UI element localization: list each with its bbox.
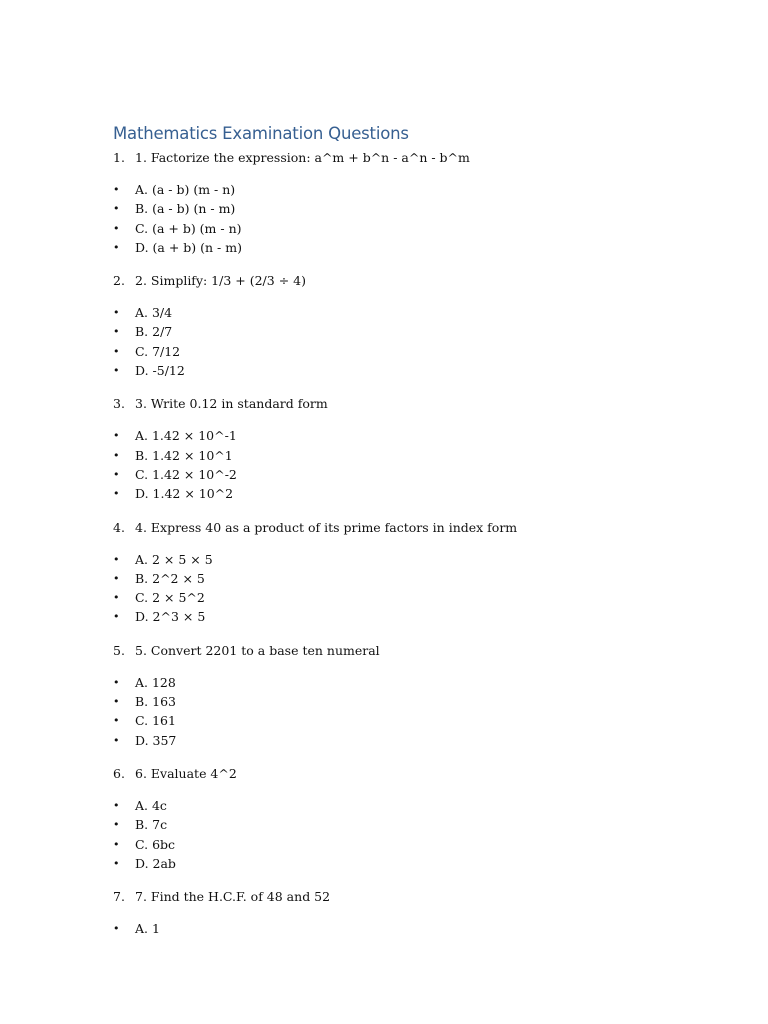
option-text: A. 1 (135, 921, 160, 937)
bullet-icon: • (113, 675, 120, 689)
bullet-icon: • (113, 610, 120, 624)
option-list (113, 168, 768, 257)
bullet-icon: • (113, 695, 120, 709)
option-text: C. 2 × 5^2 (135, 590, 205, 606)
bullet-icon: • (113, 429, 120, 443)
bullet-icon: • (113, 325, 120, 339)
bullet-icon: • (113, 837, 120, 851)
bullet-icon: • (113, 344, 120, 358)
option-item (113, 303, 768, 322)
option-text: A. 2 × 5 × 5 (135, 551, 213, 567)
option-item (113, 569, 768, 588)
bullet-icon: • (113, 202, 120, 216)
option-text: C. 7/12 (135, 343, 181, 359)
bullet-icon: • (113, 448, 120, 462)
option-item (113, 322, 768, 341)
question-text: 1. Factorize the expression: a^m + b^n - a^n - b^m (135, 150, 470, 165)
bullet-icon: • (113, 487, 120, 501)
question-text: 4. Express 40 as a product of its prime factors in index form (135, 519, 518, 535)
option-item (113, 361, 768, 380)
question-text: 7. Find the H.C.F. of 48 and 52 (135, 889, 331, 905)
option-text: B. 2^2 × 5 (135, 570, 205, 586)
question-text: 5. Convert 2201 to a base ten numeral (135, 642, 380, 658)
option-item (113, 854, 768, 873)
question-row (113, 641, 768, 661)
bullet-icon: • (113, 552, 120, 566)
question-number: 7. (113, 889, 125, 905)
option-text: D. 357 (135, 732, 177, 748)
option-item (113, 484, 768, 503)
option-list (113, 291, 768, 380)
option-item (113, 835, 768, 854)
option-text: C. 161 (135, 713, 176, 729)
bullet-icon: • (113, 306, 120, 320)
option-item (113, 673, 768, 692)
option-item (113, 692, 768, 711)
option-text: D. (a + b) (n - m) (135, 239, 242, 255)
question-item (0, 148, 768, 271)
bullet-icon: • (113, 221, 120, 235)
question-item (0, 271, 768, 394)
question-row (113, 764, 768, 784)
option-text: C. (a + b) (m - n) (135, 220, 242, 236)
option-text: A. 4c (135, 797, 167, 813)
bullet-icon: • (113, 714, 120, 728)
bullet-icon: • (113, 818, 120, 832)
option-list (113, 661, 768, 750)
option-item (113, 180, 768, 199)
option-item (113, 815, 768, 834)
question-text: 2. Simplify: 1/3 + (2/3 ÷ 4) (135, 273, 306, 289)
question-row (113, 148, 768, 168)
document-title: Mathematics Examination Questions (113, 124, 409, 143)
question-text: 3. Write 0.12 in standard form (135, 396, 328, 412)
question-row (113, 271, 768, 291)
option-text: B. 7c (135, 817, 168, 833)
option-list (113, 784, 768, 873)
option-list (113, 414, 768, 503)
bullet-icon: • (113, 364, 120, 378)
option-text: C. 6bc (135, 836, 176, 852)
option-text: B. 163 (135, 694, 176, 710)
bullet-icon: • (113, 571, 120, 585)
bullet-icon: • (113, 798, 120, 812)
option-item (113, 919, 768, 938)
question-item (0, 394, 768, 517)
bullet-icon: • (113, 591, 120, 605)
option-text: A. 1.42 × 10^-1 (135, 428, 237, 444)
question-item (0, 641, 768, 764)
option-item (113, 199, 768, 218)
option-text: B. 2/7 (135, 324, 173, 340)
bullet-icon: • (113, 240, 120, 254)
bullet-icon: • (113, 467, 120, 481)
bullet-icon: • (113, 733, 120, 747)
question-number: 1. (113, 150, 125, 165)
option-text: D. 2ab (135, 855, 176, 871)
question-row (113, 518, 768, 538)
option-item (113, 446, 768, 465)
option-item (113, 219, 768, 238)
question-item (0, 764, 768, 887)
option-item (113, 426, 768, 445)
question-number: 4. (113, 519, 125, 535)
option-text: A. 128 (135, 674, 176, 690)
option-item (113, 238, 768, 257)
question-item (0, 518, 768, 641)
question-item (0, 887, 768, 938)
bullet-icon: • (113, 856, 120, 870)
option-item (113, 607, 768, 626)
option-item (113, 796, 768, 815)
bullet-icon: • (113, 922, 120, 936)
question-list (0, 148, 768, 938)
question-number: 3. (113, 396, 125, 412)
option-item (113, 342, 768, 361)
question-number: 2. (113, 273, 125, 289)
option-item (113, 550, 768, 569)
option-text: B. (a - b) (n - m) (135, 201, 236, 217)
question-number: 5. (113, 642, 125, 658)
option-text: D. 2^3 × 5 (135, 609, 206, 625)
question-number: 6. (113, 765, 125, 781)
option-item (113, 711, 768, 730)
option-text: A. (a - b) (m - n) (135, 182, 236, 197)
question-text: 6. Evaluate 4^2 (135, 765, 237, 781)
option-list (113, 907, 768, 938)
option-text: D. -5/12 (135, 363, 185, 379)
option-item (113, 731, 768, 750)
option-item (113, 465, 768, 484)
option-text: C. 1.42 × 10^-2 (135, 466, 237, 482)
question-row (113, 394, 768, 414)
option-text: A. 3/4 (135, 305, 173, 321)
option-item (113, 588, 768, 607)
option-list (113, 538, 768, 627)
question-row (113, 887, 768, 907)
bullet-icon: • (113, 183, 120, 196)
option-text: D. 1.42 × 10^2 (135, 486, 234, 502)
option-text: B. 1.42 × 10^1 (135, 447, 233, 463)
